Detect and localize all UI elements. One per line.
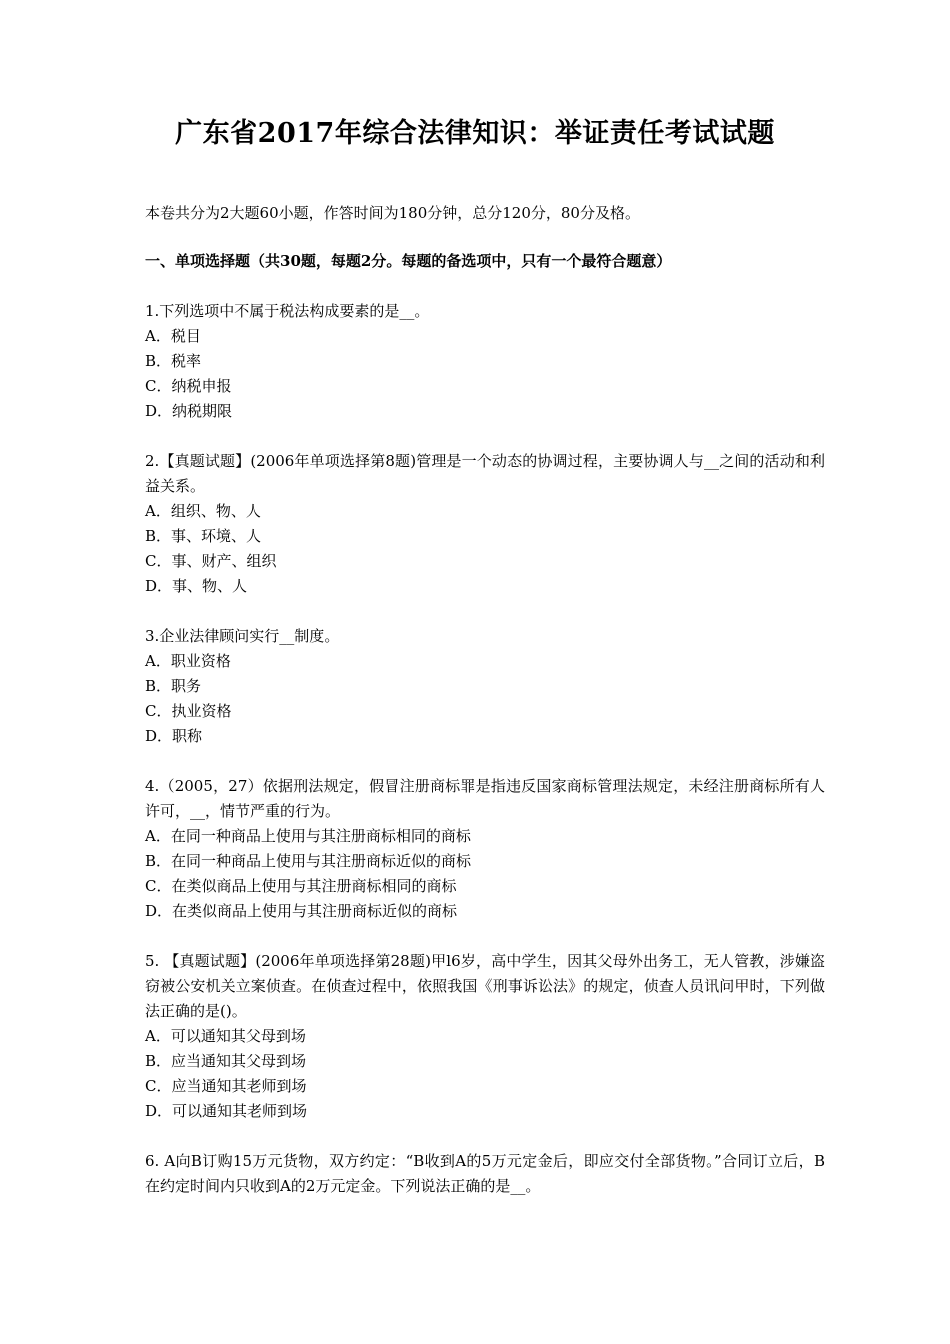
option-b: B．在同一种商品上使用与其注册商标近似的商标 bbox=[145, 852, 472, 870]
option-c: C．纳税申报 bbox=[145, 377, 232, 395]
option-d: D．纳税期限 bbox=[145, 402, 233, 420]
option-a: A．在同一种商品上使用与其注册商标相同的商标 bbox=[145, 827, 471, 845]
option-d: D．可以通知其老师到场 bbox=[145, 1102, 308, 1120]
question-stem: 4.（2005，27）依据刑法规定，假冒注册商标罪是指违反国家商标管理法规定，未经注册商标所有人许可，__，情节严重的行为。 bbox=[145, 777, 825, 820]
option-b: B．事、环境、人 bbox=[145, 527, 262, 545]
section-header: 一、单项选择题（共30题，每题2分。每题的备选项中，只有一个最符合题意） bbox=[145, 252, 672, 270]
option-a: A．组织、物、人 bbox=[145, 502, 261, 520]
option-d: D．事、物、人 bbox=[145, 577, 248, 595]
option-c: C．在类似商品上使用与其注册商标相同的商标 bbox=[145, 877, 457, 895]
question-list bbox=[145, 299, 825, 1224]
option-d: D．职称 bbox=[145, 727, 203, 745]
exam-intro: 本卷共分为2大题60小题，作答时间为180分钟，总分120分，80分及格。 bbox=[145, 204, 640, 222]
question-stem: 6. A向B订购15万元货物，双方约定：“B收到A的5万元定金后，即应交付全部货物。”合同订立后，B在约定时间内只收到A的2万元定金。下列说法正确的是__。 bbox=[145, 1152, 825, 1195]
option-c: C．执业资格 bbox=[145, 702, 232, 720]
question-2 bbox=[145, 449, 825, 599]
option-b: B．应当通知其父母到场 bbox=[145, 1052, 307, 1070]
question-stem: 5. 【真题试题】(2006年单项选择第28题)甲l6岁，高中学生，因其父母外出务工，无人管教，涉嫌盗窃被公安机关立案侦查。在侦查过程中，依照我国《刑事诉讼法》的规定，侦查人员讯问甲时，下列做法正确的是()。 bbox=[145, 952, 825, 1020]
option-b: B．税率 bbox=[145, 352, 202, 370]
question-6 bbox=[145, 1149, 825, 1199]
question-stem: 2.【真题试题】(2006年单项选择第8题)管理是一个动态的协调过程，主要协调人与__之间的活动和利益关系。 bbox=[145, 452, 825, 495]
question-3 bbox=[145, 624, 825, 749]
question-1 bbox=[145, 299, 825, 424]
question-5 bbox=[145, 949, 825, 1124]
question-4 bbox=[145, 774, 825, 924]
option-d: D．在类似商品上使用与其注册商标近似的商标 bbox=[145, 902, 458, 920]
option-b: B．职务 bbox=[145, 677, 202, 695]
question-stem: 1.下列选项中不属于税法构成要素的是__。 bbox=[145, 302, 430, 320]
option-c: C．应当通知其老师到场 bbox=[145, 1077, 307, 1095]
option-a: A．税目 bbox=[145, 327, 201, 345]
option-c: C．事、财产、组织 bbox=[145, 552, 277, 570]
page-title: 广东省2017年综合法律知识：举证责任考试试题 bbox=[175, 118, 775, 149]
question-stem: 3.企业法律顾问实行__制度。 bbox=[145, 627, 340, 645]
option-a: A．职业资格 bbox=[145, 652, 231, 670]
option-a: A．可以通知其父母到场 bbox=[145, 1027, 306, 1045]
